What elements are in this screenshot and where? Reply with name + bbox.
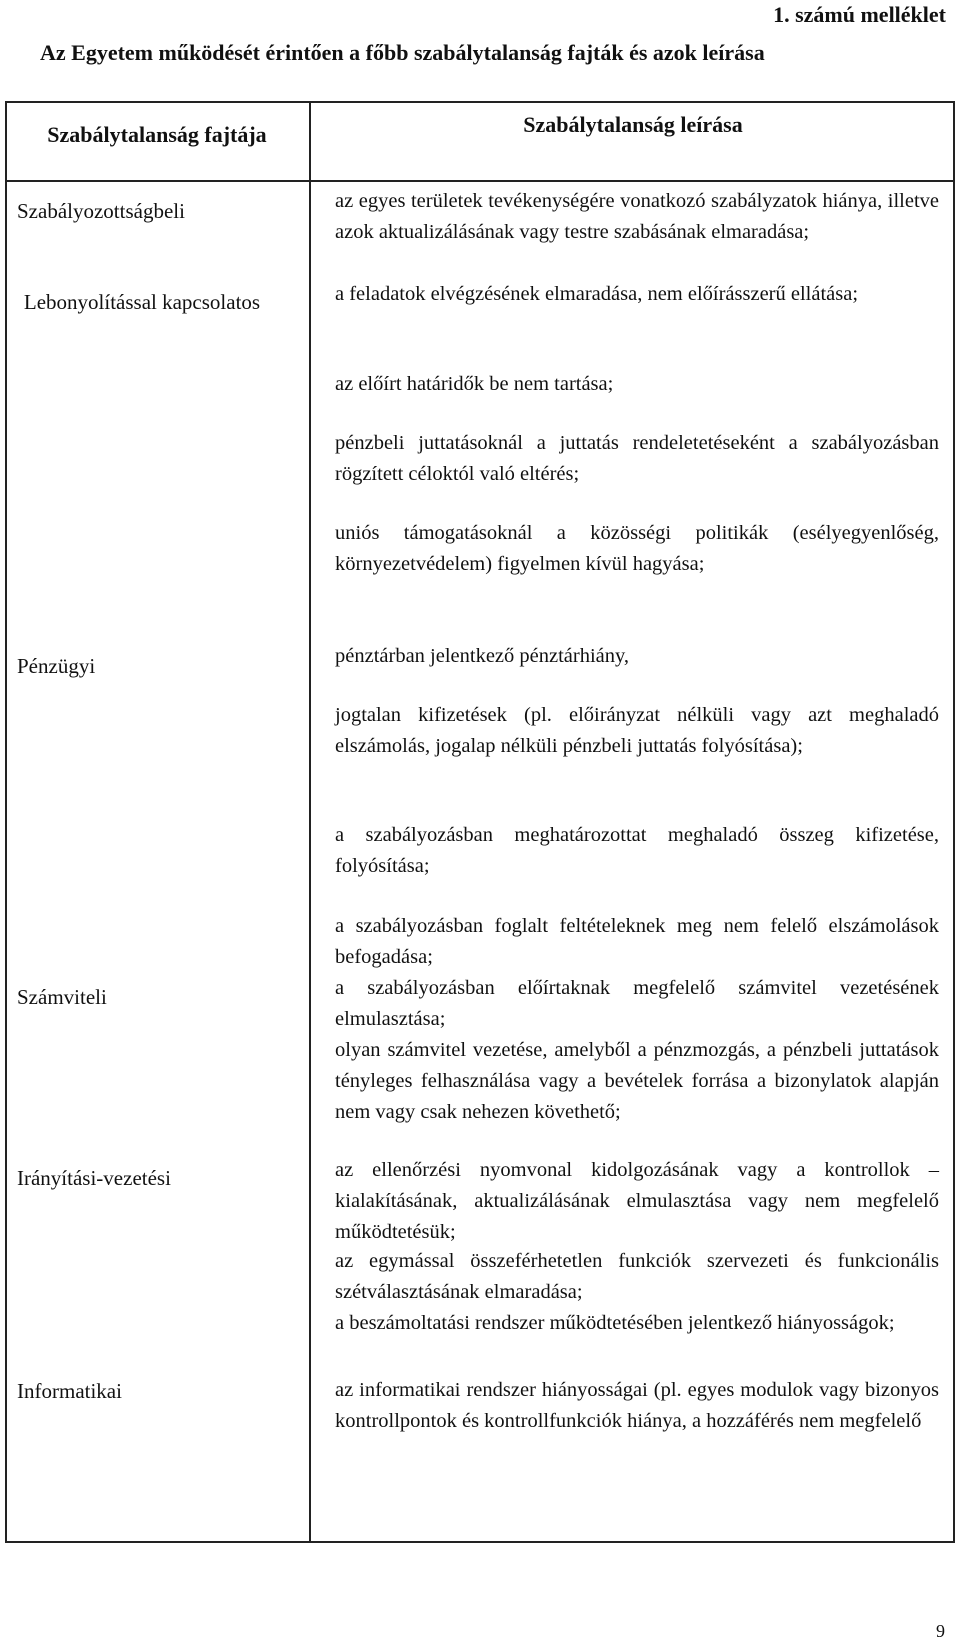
category-cell: Irányítási-vezetési — [17, 1166, 171, 1190]
header-description: Szabálytalanság leírása — [523, 112, 743, 137]
description-item: az egyes területek tevékenységére vonatkozó szabályzatok hiánya, illetve azok aktualizálásának vagy testre szabásának elmaradása; — [335, 190, 939, 243]
description-item: az informatikai rendszer hiányosságai (pl. egyes modulok vagy bizonyos kontrollpontok és kontrollfunkciók hiánya, a hozzáférés nem megfelelő — [335, 1379, 939, 1432]
description-item: jogtalan kifizetések (pl. előirányzat nélküli vagy azt meghaladó elszámolás, jogalap nélküli pénzbeli juttatás folyósítása); — [335, 704, 939, 757]
page-number: 9 — [936, 1621, 945, 1641]
description-item: a szabályozásban előírtaknak megfelelő számvitel vezetésének elmulasztása; — [335, 977, 939, 1030]
annex-label: 1. számú melléklet — [773, 2, 946, 27]
header-category: Szabálytalanság fajtája — [47, 122, 267, 147]
document-title: Az Egyetem működését érintően a főbb szabálytalanság fajták és azok leírása — [40, 40, 765, 65]
category-cell: Lebonyolítással kapcsolatos — [23, 290, 261, 314]
description-item: pénztárban jelentkező pénztárhiány, — [335, 645, 630, 667]
header-divider — [7, 180, 953, 182]
description-item: az egymással összeférhetetlen funkciók szervezeti és funkcionális szétválasztásának elmaradása; — [335, 1250, 939, 1303]
description-item: olyan számvitel vezetése, amelyből a pénzmozgás, a pénzbeli juttatások tényleges felhasználása vagy a bevételek forrása a bizonylatok alapján nem vagy csak nehezen követhető; — [335, 1039, 939, 1123]
description-item: a szabályozásban meghatározottat meghaladó összeg kifizetése, folyósítása; — [335, 824, 939, 877]
description-item: a szabályozásban foglalt feltételeknek meg nem felelő elszámolások befogadása; — [335, 915, 939, 968]
description-item: az ellenőrzési nyomvonal kidolgozásának vagy a kontrollok – kialakításának, aktualizálásának elmulasztása vagy nem megfelelő működtetésük; — [335, 1159, 939, 1243]
description-item: a beszámoltatási rendszer működtetésében jelentkező hiányosságok; — [335, 1312, 895, 1334]
category-cell: Szabályozottságbeli — [17, 199, 185, 223]
category-cell: Számviteli — [17, 985, 107, 1009]
description-item: az előírt határidők be nem tartása; — [335, 373, 614, 395]
category-cell: Informatikai — [17, 1379, 122, 1403]
description-item: pénzbeli juttatásoknál a juttatás rendeletetéseként a szabályozásban rögzített céloktól való eltérés; — [335, 432, 939, 485]
category-cell: Pénzügyi — [17, 654, 96, 678]
column-divider — [309, 103, 311, 1541]
description-item: a feladatok elvégzésének elmaradása, nem előírásszerű ellátása; — [335, 283, 859, 305]
description-item: uniós támogatásoknál a közösségi politikák (esélyegyenlőség, környezetvédelem) figyelmen kívül hagyása; — [335, 522, 939, 575]
irregularity-table — [5, 101, 955, 1543]
